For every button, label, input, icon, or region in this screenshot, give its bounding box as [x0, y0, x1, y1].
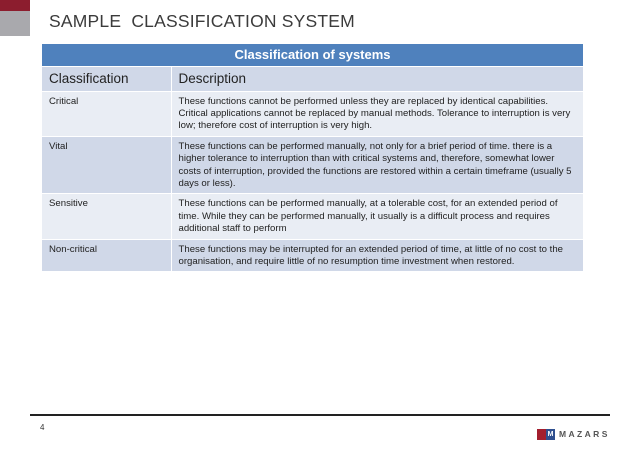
table-row [42, 91, 583, 136]
header-classification: Classification [42, 66, 171, 91]
table-caption: Classification of systems [42, 44, 583, 66]
table-header-row [42, 66, 583, 91]
mazars-logo [537, 428, 610, 440]
logo-mark-icon [537, 429, 555, 440]
page-title: SAMPLE CLASSIFICATION SYSTEM [49, 11, 355, 31]
header-description: Description [171, 66, 583, 91]
corner-accent-grey [0, 11, 30, 36]
row-description: These functions can be performed manually, at a tolerable cost, for an extended period of time. While they can be performed manually, it usually is a difficult process and requires additional staff to perform [171, 194, 583, 239]
table-caption-row [42, 44, 583, 66]
row-classification: Non-critical [42, 239, 171, 271]
page-number: 4 [40, 423, 45, 432]
logo-square-blue: M [547, 430, 554, 438]
row-description: These functions may be interrupted for an extended period of time, at little of no cost to the organisation, and require little of no resumption time investment when restored. [171, 239, 583, 271]
table-row [42, 194, 583, 239]
row-description: These functions cannot be performed unless they are replaced by identical capabilities. Critical applications cannot be replaced by manual methods. Tolerance to interruption is very low; therefore cost of interruption is very high. [171, 91, 583, 136]
row-classification: Sensitive [42, 194, 171, 239]
row-classification: Critical [42, 91, 171, 136]
table-row [42, 239, 583, 271]
row-classification: Vital [42, 136, 171, 194]
logo-square-red [537, 429, 546, 440]
footer-divider [30, 414, 610, 416]
row-description: These functions can be performed manually, not only for a brief period of time. there is a higher tolerance to interruption than with critical systems and, therefore, somewhat lower costs of interruption, provided the functions are restored within a certain timeframe (usually 5 days or less). [171, 136, 583, 194]
table-row [42, 136, 583, 194]
classification-table [42, 44, 583, 271]
logo-text: MAZARS [559, 429, 610, 439]
corner-accent-red [0, 0, 30, 11]
